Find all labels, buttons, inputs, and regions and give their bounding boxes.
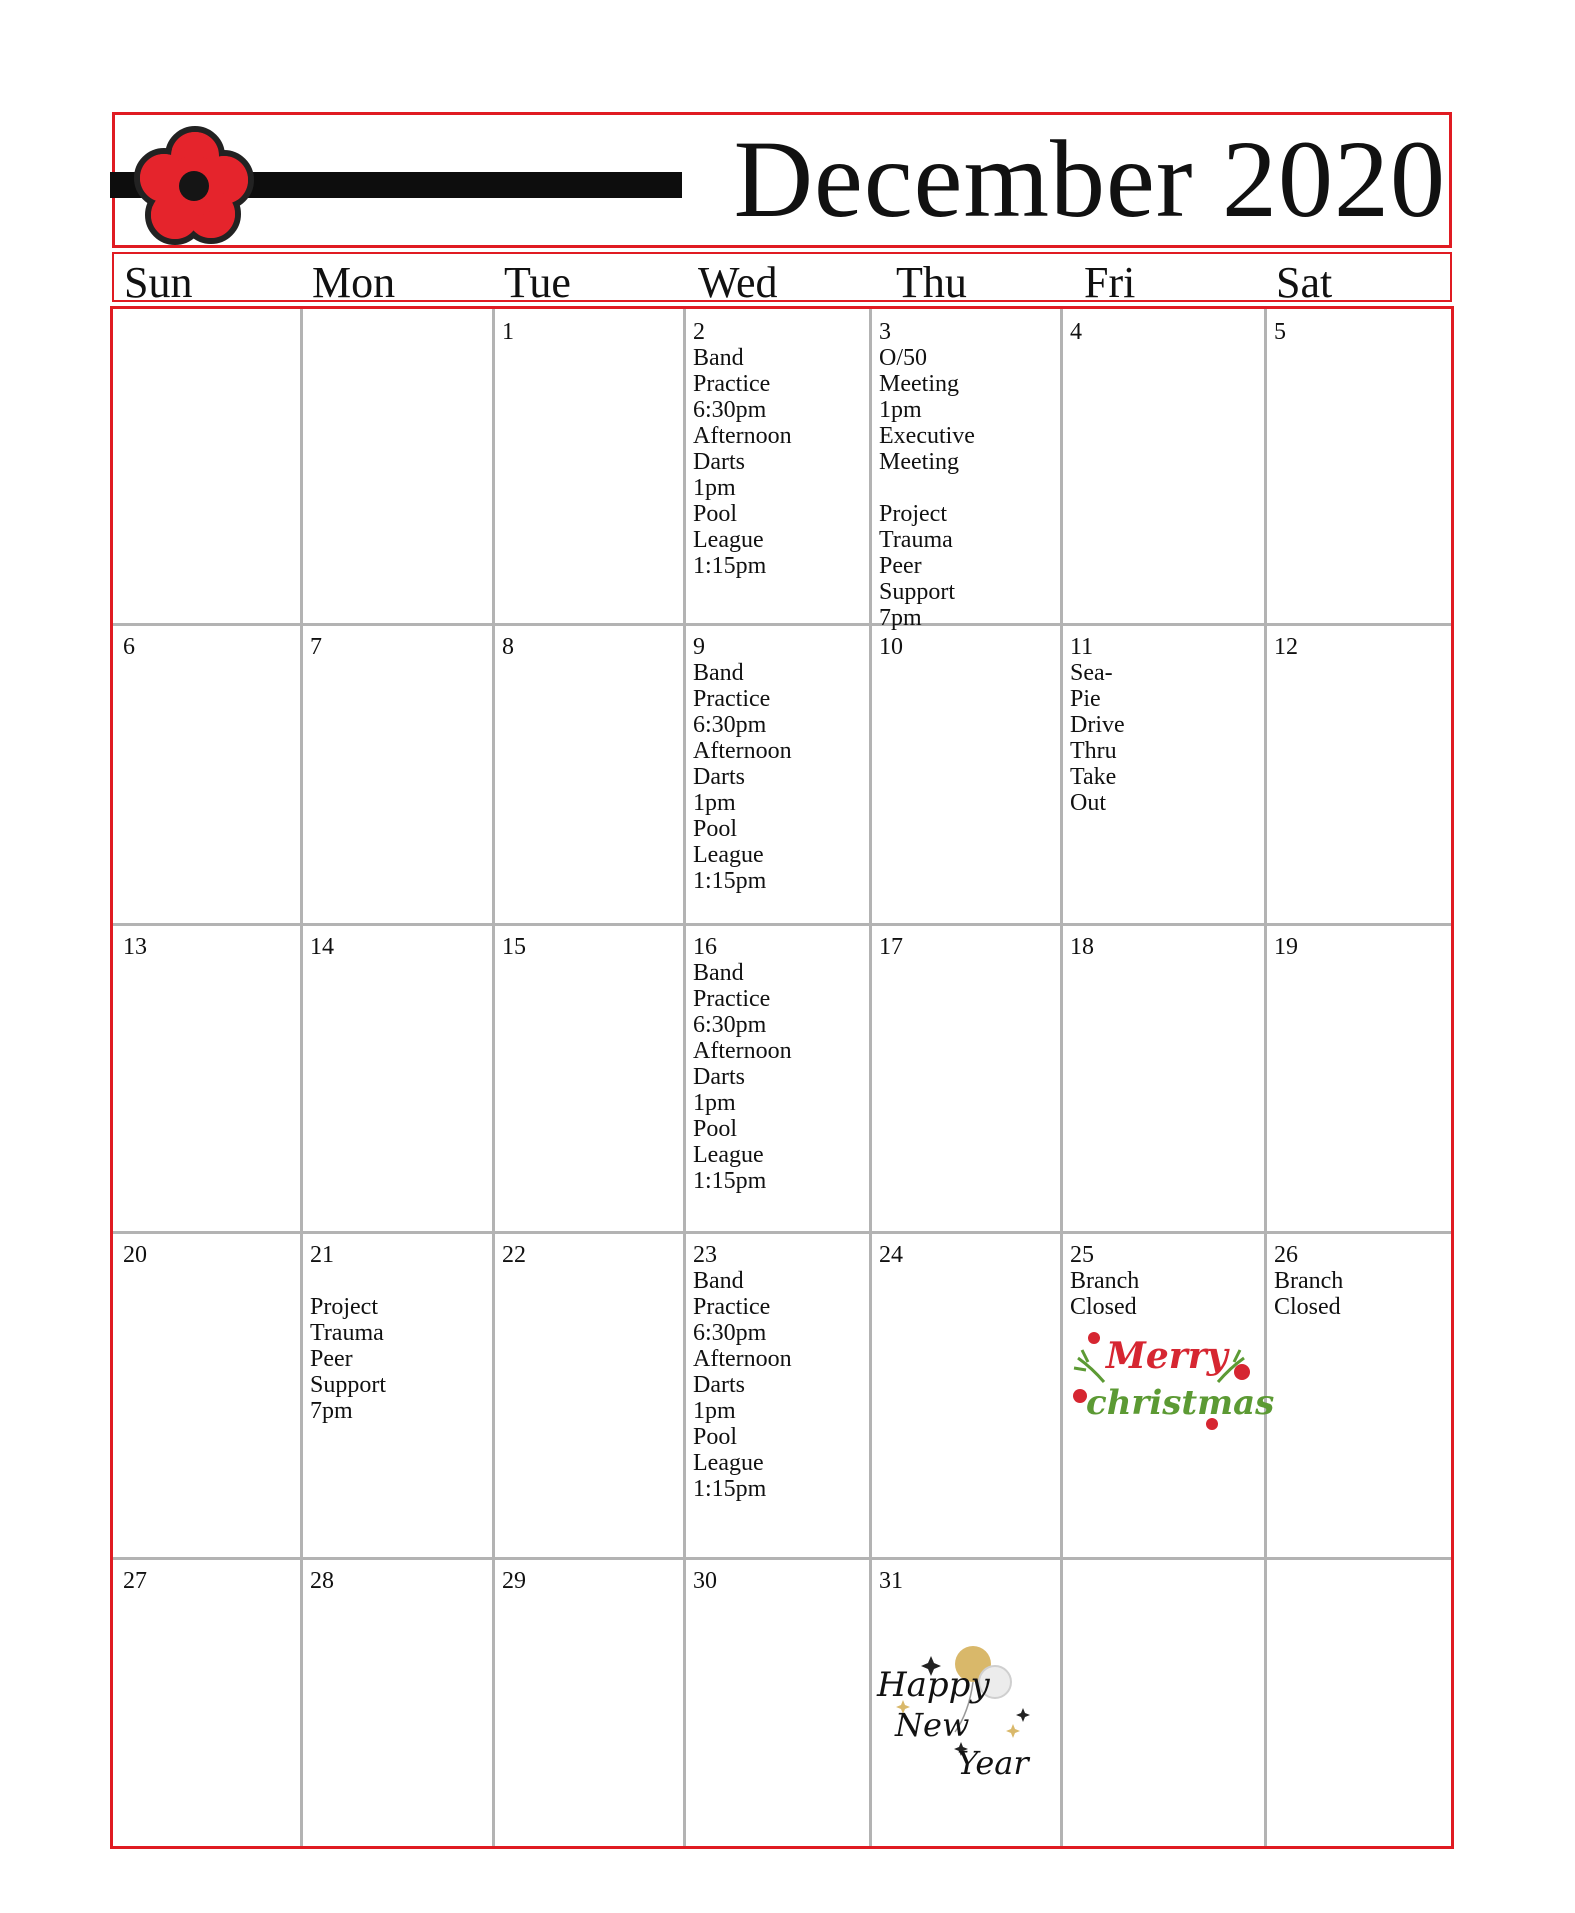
event-band-practice: Band Practice 6:30pm (693, 660, 771, 738)
weekday-thu: Thu (896, 258, 967, 307)
grid-divider (1060, 309, 1063, 1846)
event-afternoon-darts: Afternoon Darts 1pm (693, 1346, 792, 1424)
happy-new-year-icon (873, 1638, 1053, 1788)
event-project-trauma: Project Trauma Peer Support 7pm (879, 501, 956, 631)
day-number: 4 (1070, 319, 1082, 345)
art-happy: Happy (877, 1665, 990, 1705)
grid-divider (113, 923, 1451, 926)
day-number: 12 (1274, 634, 1298, 660)
grid-divider (492, 309, 495, 1846)
day-number: 23 (693, 1242, 717, 1268)
event-band-practice: Band Practice 6:30pm (693, 345, 771, 423)
day-number: 17 (879, 934, 903, 960)
day-number: 13 (123, 934, 147, 960)
weekday-wed: Wed (698, 258, 778, 307)
merry-christmas-icon (1070, 1328, 1275, 1436)
art-new: New (895, 1706, 970, 1744)
day-number: 11 (1070, 634, 1094, 660)
day-number: 14 (310, 934, 334, 960)
weekday-fri: Fri (1084, 258, 1136, 307)
event-pool-league: Pool League 1:15pm (693, 501, 767, 579)
poppy-icon (138, 128, 252, 242)
day-number: 10 (879, 634, 903, 660)
event-afternoon-darts: Afternoon Darts 1pm (693, 423, 792, 501)
day-number: 15 (502, 934, 526, 960)
event-pool-league: Pool League 1:15pm (693, 1424, 767, 1502)
day-number: 25 (1070, 1242, 1094, 1268)
day-number: 22 (502, 1242, 526, 1268)
day-number: 2 (693, 319, 705, 345)
event-band-practice: Band Practice 6:30pm (693, 960, 771, 1038)
day-number: 29 (502, 1568, 526, 1594)
day-number: 20 (123, 1242, 147, 1268)
grid-divider (113, 1557, 1451, 1560)
grid-divider (113, 1231, 1451, 1234)
weekday-header-row (112, 252, 1452, 307)
event-pool-league: Pool League 1:15pm (693, 816, 767, 894)
grid-divider (869, 309, 872, 1846)
day-number: 31 (879, 1568, 903, 1594)
event-afternoon-darts: Afternoon Darts 1pm (693, 738, 792, 816)
weekday-mon: Mon (312, 258, 396, 307)
grid-divider (683, 309, 686, 1846)
day-number: 6 (123, 634, 135, 660)
day-number: 7 (310, 634, 322, 660)
event-branch-closed: Branch Closed (1274, 1268, 1344, 1320)
event-pool-league: Pool League 1:15pm (693, 1116, 767, 1194)
event-executive-meeting: Executive Meeting (879, 423, 975, 475)
day-number: 3 (879, 319, 891, 345)
day-number: 8 (502, 634, 514, 660)
grid-divider (1264, 309, 1267, 1846)
month-title: December 2020 (733, 118, 1446, 240)
day-number: 24 (879, 1242, 903, 1268)
day-number: 30 (693, 1568, 717, 1594)
day-number: 9 (693, 634, 705, 660)
event-afternoon-darts: Afternoon Darts 1pm (693, 1038, 792, 1116)
weekday-sat: Sat (1276, 258, 1333, 307)
day-number: 26 (1274, 1242, 1298, 1268)
day-number: 5 (1274, 319, 1286, 345)
event-o50-meeting: O/50 Meeting 1pm (879, 345, 959, 423)
weekday-sun: Sun (124, 258, 193, 307)
day-number: 28 (310, 1568, 334, 1594)
event-band-practice: Band Practice 6:30pm (693, 1268, 771, 1346)
art-christmas: christmas (1086, 1383, 1275, 1423)
day-number: 19 (1274, 934, 1298, 960)
event-project-trauma: Project Trauma Peer Support 7pm (310, 1294, 387, 1424)
day-number: 1 (502, 319, 514, 345)
day-number: 18 (1070, 934, 1094, 960)
grid-divider (300, 309, 303, 1846)
event-branch-closed: Branch Closed (1070, 1268, 1140, 1320)
grid-divider (113, 623, 1451, 626)
day-number: 16 (693, 934, 717, 960)
day-number: 21 (310, 1242, 334, 1268)
art-year: Year (957, 1744, 1029, 1782)
event-sea-pie: Sea-Pie Drive Thru Take Out (1070, 660, 1125, 816)
day-number: 27 (123, 1568, 147, 1594)
weekday-tue: Tue (504, 258, 571, 307)
calendar-grid (110, 306, 1454, 1849)
art-merry: Merry (1106, 1335, 1228, 1377)
